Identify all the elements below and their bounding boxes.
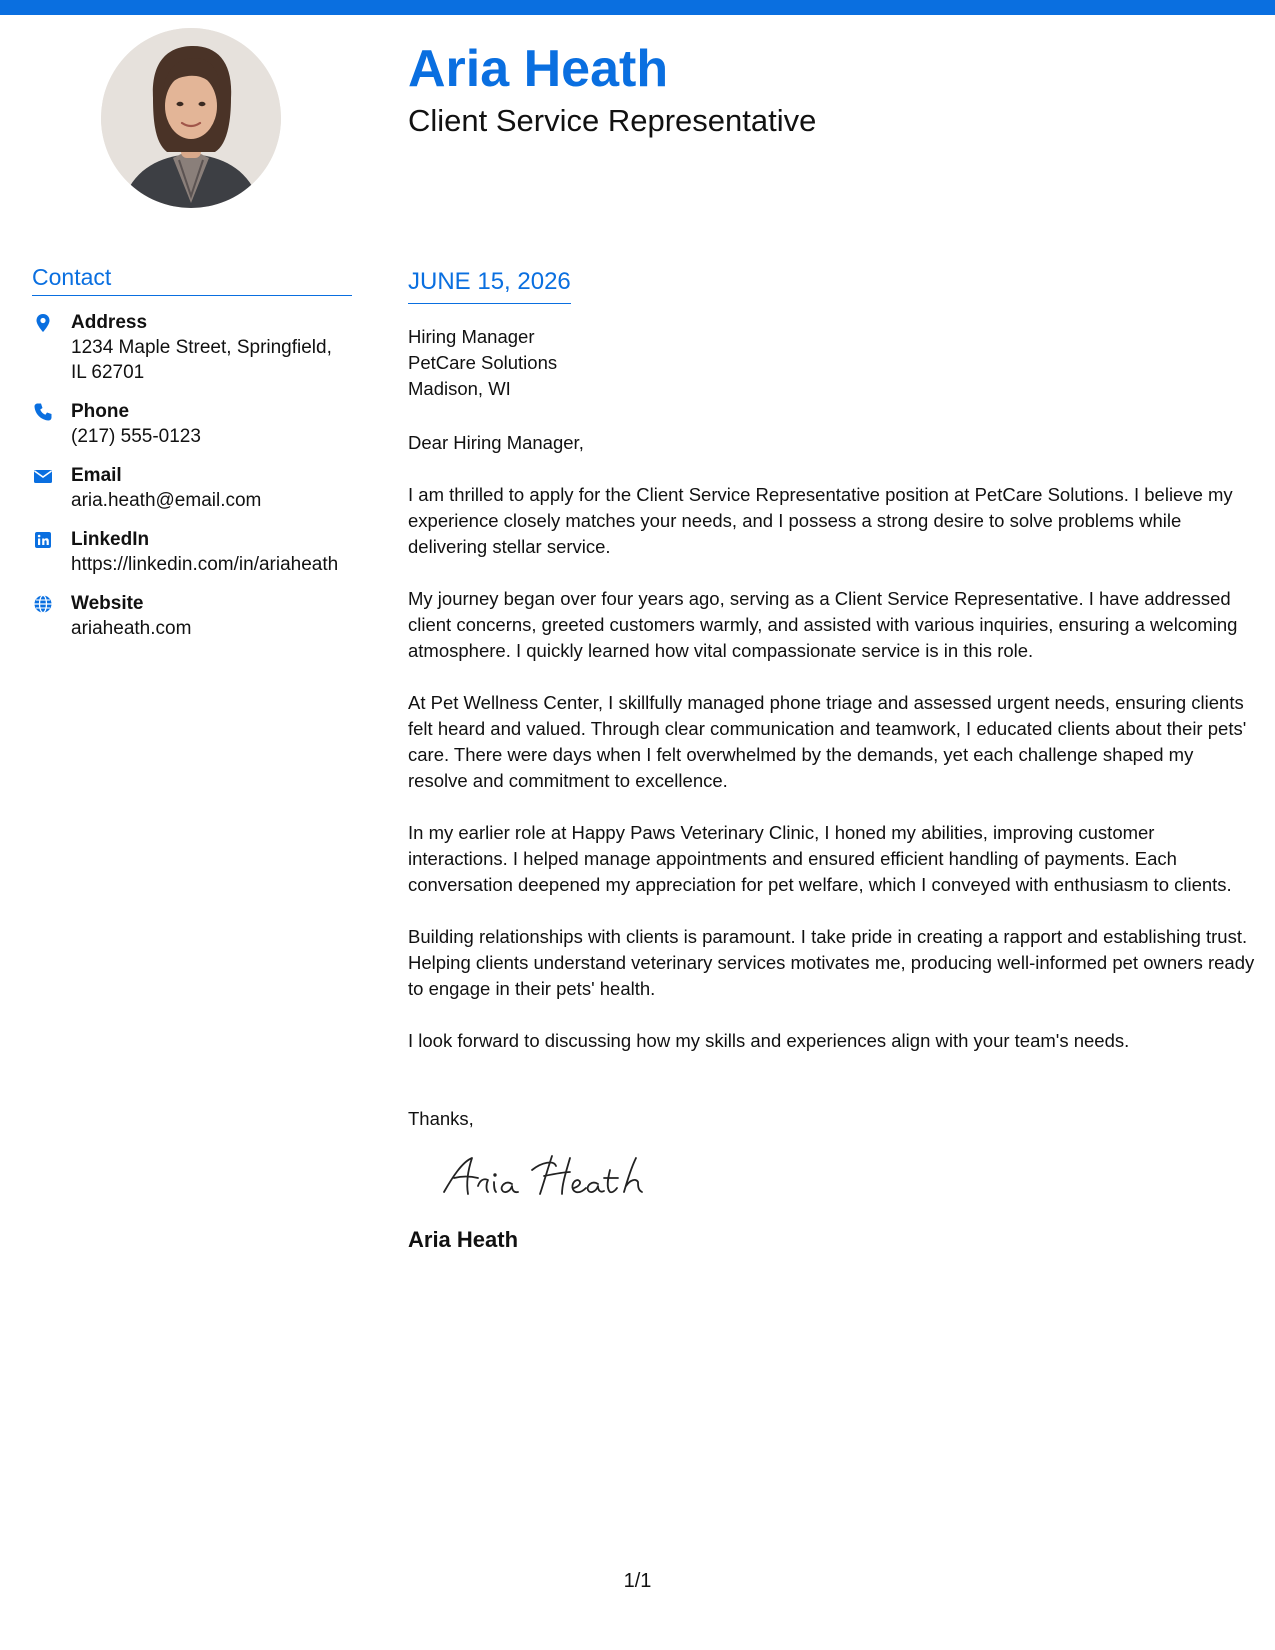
letter-date: JUNE 15, 2026: [408, 268, 571, 304]
signed-name: Aria Heath: [408, 1226, 519, 1252]
contact-label: Email: [71, 464, 122, 486]
contact-email: [32, 463, 352, 513]
contact-value[interactable]: https://linkedin.com/in/ariaheath: [71, 553, 339, 575]
location-pin-icon: [33, 313, 53, 333]
contact-phone: [32, 399, 352, 449]
recipient-block: [408, 324, 1258, 402]
recipient-line: PetCare Solutions: [408, 351, 558, 373]
contact-label: Website: [71, 592, 144, 614]
page-number: 1/1: [623, 1570, 652, 1592]
applicant-title: Client Service Representative: [408, 103, 817, 138]
contact-address: [32, 310, 352, 385]
recipient-line: Madison, WI: [408, 377, 511, 399]
letter-paragraph: Building relationships with clients is paramount. I take pride in creating a rapport and establishing trust. Helping clients understand veterinary services motivates me, producing well-informed pet owners ready to engage in their pets' health.: [408, 925, 1255, 999]
contact-linkedin: [32, 527, 352, 577]
contact-label: Phone: [71, 400, 130, 422]
letter-paragraph: My journey began over four years ago, serving as a Client Service Representative. I have addressed client concerns, greeted customers warmly, and assisted with various inquiries, ensuring a welcoming atmosphere. I quickly learned how vital compassionate service is in this role.: [408, 587, 1238, 661]
contact-value[interactable]: ariaheath.com: [71, 617, 192, 639]
contact-website: [32, 591, 352, 641]
contact-value[interactable]: aria.heath@email.com: [71, 489, 262, 511]
phone-icon: [33, 402, 53, 422]
applicant-name: Aria Heath: [408, 40, 669, 98]
letter-greeting: Dear Hiring Manager,: [408, 431, 584, 453]
contact-heading: Contact: [32, 264, 352, 296]
contact-sidebar: [32, 264, 352, 641]
handwritten-signature: [440, 1148, 1258, 1208]
profile-photo: [101, 28, 281, 208]
letter-paragraph: I look forward to discussing how my skills and experiences align with your team's needs.: [408, 1029, 1130, 1051]
globe-icon: [33, 594, 53, 614]
letter-body: [408, 268, 1258, 1254]
contact-value: 1234 Maple Street, Springfield, IL 62701: [71, 336, 332, 383]
recipient-line: Hiring Manager: [408, 325, 535, 347]
letter-closing: Thanks,: [408, 1107, 474, 1129]
top-accent-bar: [0, 0, 1275, 15]
email-icon: [33, 466, 53, 486]
contact-label: LinkedIn: [71, 528, 150, 550]
letter-paragraph: I am thrilled to apply for the Client Service Representative position at PetCare Solutions. I believe my experience closely matches your needs, and I possess a strong desire to solve problems while delivering stellar service.: [408, 483, 1233, 557]
linkedin-icon: [33, 530, 53, 550]
letter-paragraph: At Pet Wellness Center, I skillfully managed phone triage and assessed urgent needs, ensuring clients felt heard and valued. Through clear communication and teamwork, I educated clients about their pets' care. There were days when I felt overwhelmed by the demands, yet each challenge shaped my resolve and commitment to excellence.: [408, 691, 1247, 791]
contact-label: Address: [71, 311, 148, 333]
letter-paragraph: In my earlier role at Happy Paws Veterinary Clinic, I honed my abilities, improving customer interactions. I helped manage appointments and ensured efficient handling of payments. Each conversation deepened my appreciation for pet welfare, which I conveyed with enthusiasm to clients.: [408, 821, 1232, 895]
contact-value: (217) 555-0123: [71, 425, 201, 447]
